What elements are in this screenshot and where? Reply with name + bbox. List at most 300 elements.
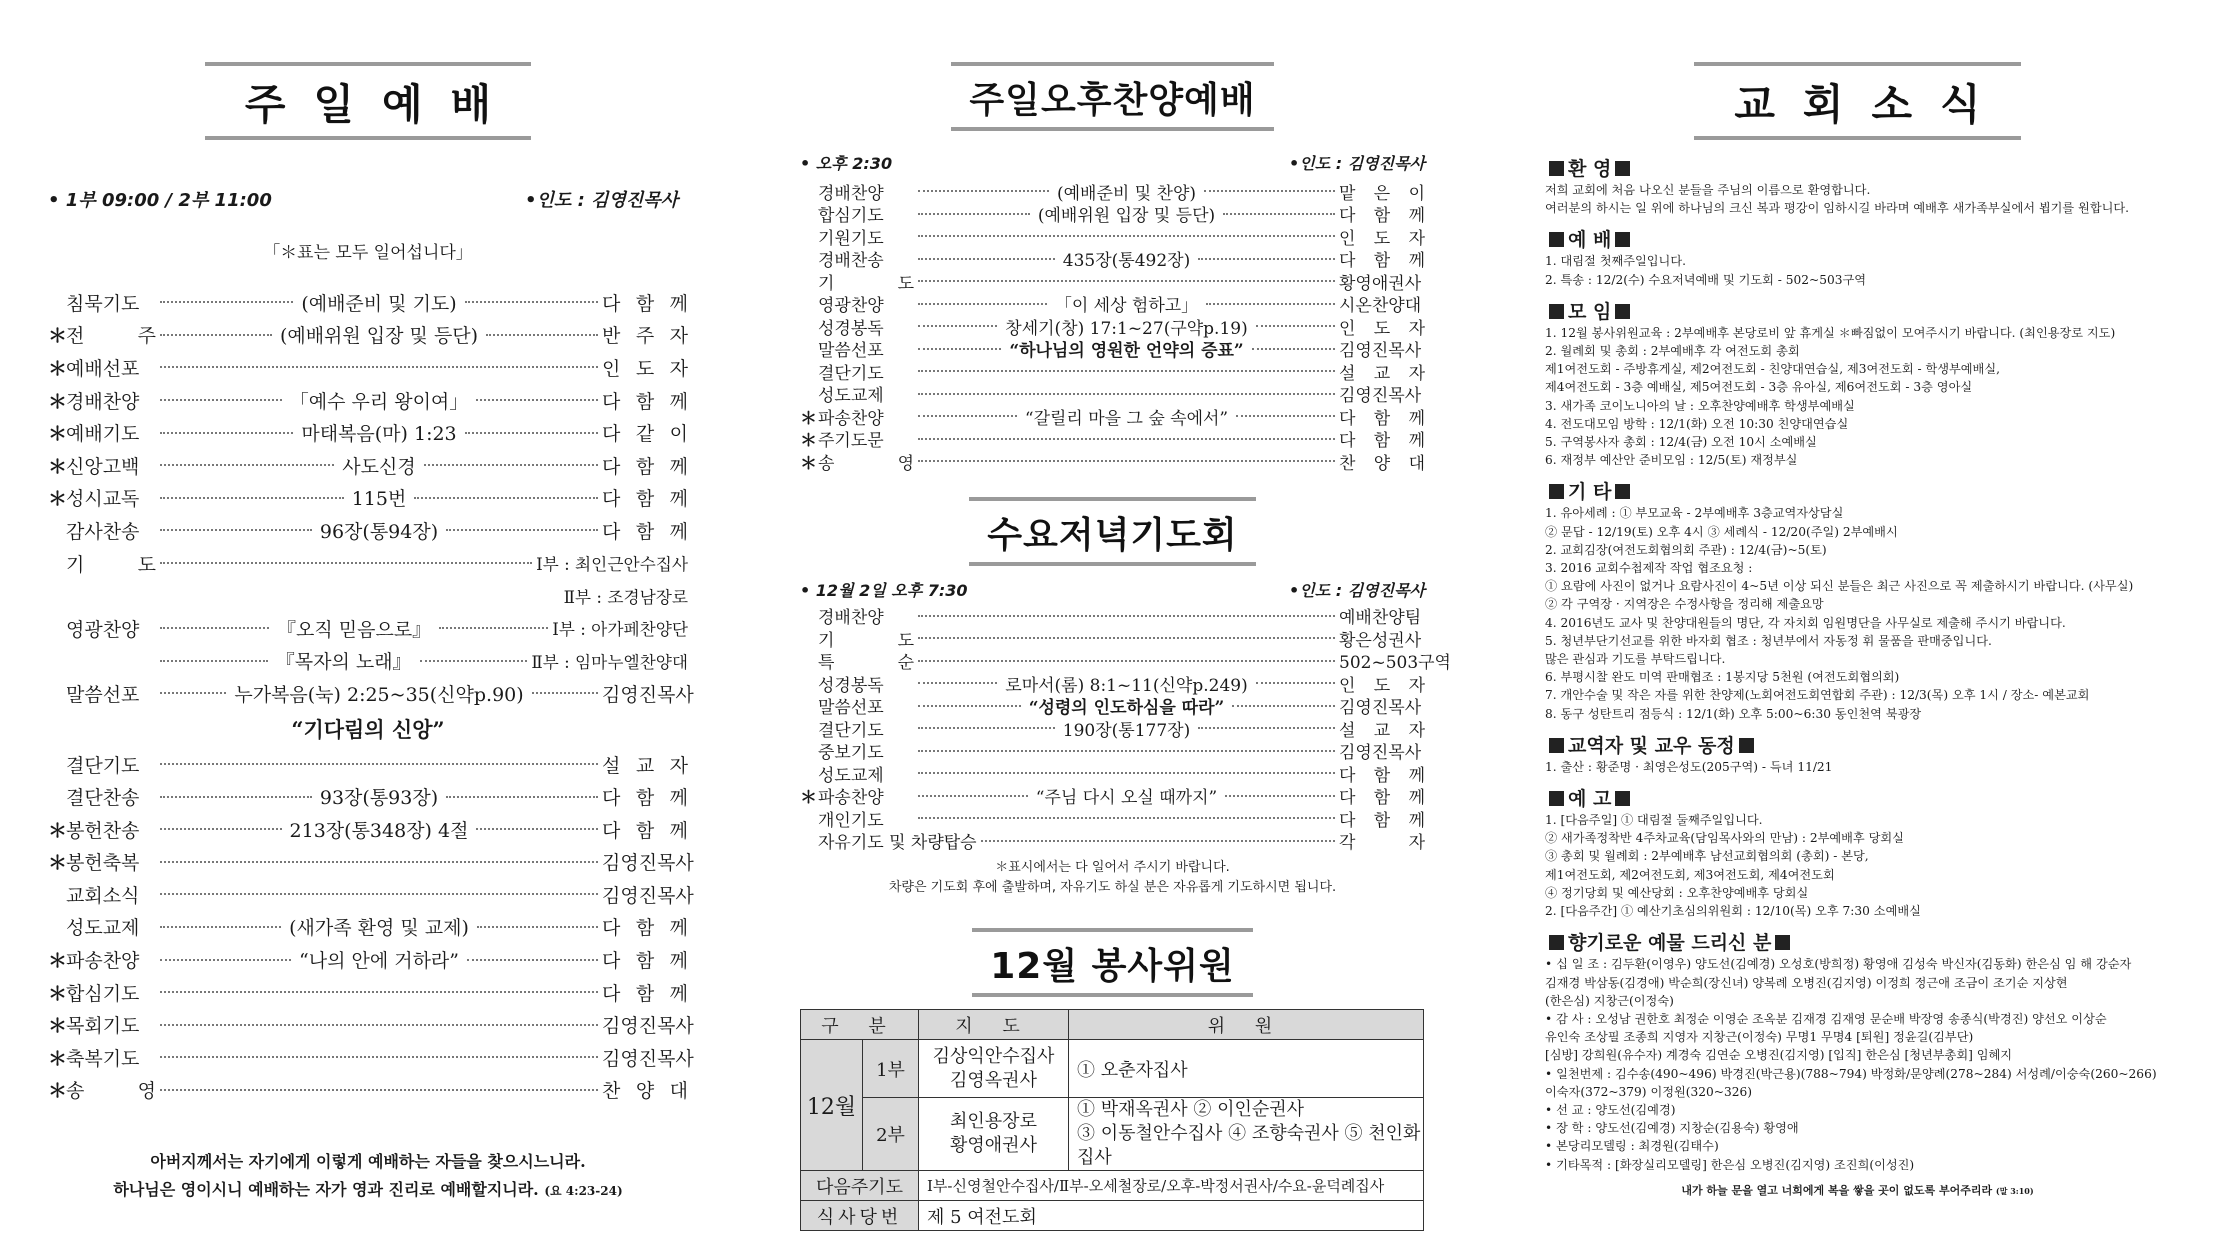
order-row bbox=[800, 360, 1425, 383]
wednesday-leader: •인도 : 김영진목사 bbox=[1289, 580, 1425, 600]
order-person: 다 함 께 bbox=[1339, 765, 1425, 786]
news-line: 7. 개안수술 및 작은 자를 위한 찬양제(노회여전도회연합회 주관) : 12/3(목) 오후 1시 / 장소- 예본교회 bbox=[1545, 688, 2090, 703]
order-row bbox=[48, 846, 694, 879]
verse-line-2: 하나님은 영이시니 예배하는 자가 영과 진리로 예배할지니라. bbox=[113, 1180, 539, 1200]
order-person: 다 함 께 bbox=[602, 390, 688, 413]
part1-cell: 1부 bbox=[863, 1040, 919, 1098]
worship-time: • 1부 09:00 / 2부 11:00 bbox=[48, 190, 272, 211]
order-row bbox=[800, 695, 1425, 718]
order-label: 전 주 bbox=[66, 325, 156, 348]
order-person: 김영진목사 bbox=[1339, 743, 1422, 764]
stand-mark: ＊ bbox=[800, 408, 817, 429]
volunteers-table bbox=[800, 1009, 1424, 1231]
order-label: 봉헌축복 bbox=[66, 852, 140, 875]
order-row bbox=[48, 1074, 688, 1107]
volunteers-title: 12월 봉사위원 bbox=[972, 928, 1253, 997]
order-row bbox=[800, 293, 1425, 316]
order-label: 성도교제 bbox=[818, 765, 884, 786]
order-person: 인 도 자 bbox=[602, 357, 688, 380]
dot-leader bbox=[914, 750, 1339, 752]
order-item: 로마서(롬) 8:1~11(신약p.249) bbox=[1005, 675, 1248, 696]
news-line: 이숙자(372~379) 이정원(320~326) bbox=[1545, 1084, 1753, 1099]
dot-leader bbox=[914, 671, 1339, 696]
order-row bbox=[800, 785, 1425, 808]
news-line: 6. 재정부 예산안 준비모임 : 12/5(토) 재정부실 bbox=[1545, 453, 1798, 468]
order-label: 주기도문 bbox=[818, 431, 884, 452]
afternoon-worship-title: 주일오후찬양예배 bbox=[951, 62, 1273, 131]
order-person: 502~503구역 bbox=[1339, 653, 1451, 674]
order-label: 교회소식 bbox=[66, 884, 140, 907]
order-row bbox=[48, 780, 688, 813]
order-item: 「예수 우리 왕이여」 bbox=[289, 390, 469, 413]
dot-leader bbox=[156, 913, 602, 940]
wednesday-order-list bbox=[800, 605, 1451, 854]
order-row bbox=[800, 428, 1425, 451]
order-label: 결단기도 bbox=[818, 720, 884, 741]
stand-mark: ＊ bbox=[48, 1047, 68, 1070]
news-line: 5. 청년부단기선교를 위한 바자회 협조 : 청년부에서 자동정 휘 물품을 판매중입니다. bbox=[1545, 633, 1992, 648]
order-person: 반 주 자 bbox=[602, 325, 688, 348]
worship-leader: •인도 : 김영진목사 bbox=[525, 190, 678, 211]
dot-leader bbox=[914, 772, 1339, 774]
square-bullet-icon bbox=[1549, 161, 1564, 176]
order-row bbox=[800, 270, 1425, 293]
order-label: 개인기도 bbox=[818, 810, 884, 831]
order-label: 자유기도 및 차량탑승 bbox=[818, 833, 977, 854]
square-bullet-icon bbox=[1549, 791, 1564, 806]
order-person: 김영진목사 bbox=[602, 1047, 694, 1070]
order-item: 190장(통177장) bbox=[1062, 720, 1191, 741]
order-person: 예배찬양팀 bbox=[1339, 608, 1422, 629]
order-label: 송 영 bbox=[818, 453, 914, 474]
order-person: 설 교 자 bbox=[602, 754, 688, 777]
order-person: 다 함 께 bbox=[1339, 206, 1425, 227]
order-label: 성도교제 bbox=[66, 917, 140, 940]
order-row bbox=[800, 605, 1425, 628]
news-line: 김재경 박삼동(김경애) 박순희(장신녀) 양복례 오병진(김지영) 이정희 정근애 조금이 조기순 지상현 bbox=[1545, 975, 2068, 990]
stand-mark: ＊ bbox=[48, 982, 68, 1005]
order-person: 설 교 자 bbox=[1339, 363, 1425, 384]
dot-leader bbox=[914, 783, 1339, 808]
order-label: 봉헌찬송 bbox=[66, 819, 140, 842]
order-row bbox=[48, 612, 688, 645]
dot-leader bbox=[156, 366, 602, 368]
news-line: 8. 동구 성탄트리 점등식 : 12/1(화) 오후 5:00~6:30 동인천역 북광장 bbox=[1545, 706, 1922, 721]
order-list-2 bbox=[48, 748, 694, 1107]
news-line: 2. 특송 : 12/2(수) 수요저녁예배 및 기도회 - 502~503구역 bbox=[1545, 272, 1867, 287]
news-line: 4. 전도대모임 방학 : 12/1(화) 오전 10:30 친양대연습실 bbox=[1545, 416, 1849, 431]
order-row bbox=[48, 911, 688, 944]
news-line: • 기타목적 : [화장실리모델링] 한은심 오병진(김지영) 조진희(이성진) bbox=[1545, 1157, 1915, 1172]
order-item: 사도신경 bbox=[342, 455, 416, 478]
order-row bbox=[48, 416, 688, 449]
square-bullet-icon bbox=[1615, 161, 1630, 176]
order-person: Ⅰ부 : 아가페찬양단 bbox=[552, 619, 688, 640]
dot-leader bbox=[156, 484, 602, 511]
order-row bbox=[800, 315, 1425, 338]
square-bullet-icon bbox=[1739, 738, 1754, 753]
news-section-heading bbox=[1545, 928, 2170, 955]
order-person: 시온찬양대 bbox=[1339, 296, 1422, 317]
square-bullet-icon bbox=[1549, 232, 1564, 247]
order-row bbox=[800, 740, 1425, 763]
dot-leader bbox=[156, 861, 602, 863]
order-row bbox=[800, 762, 1425, 785]
order-person: 인 도 자 bbox=[1339, 675, 1425, 696]
afternoon-leader: •인도 : 김영진목사 bbox=[1289, 154, 1425, 173]
section-title: 향기로운 예물 드리신 분 bbox=[1568, 932, 1772, 955]
order-person: 다 함 께 bbox=[602, 787, 688, 810]
order-label: 송 영 bbox=[66, 1080, 156, 1103]
order-person: 김영진목사 bbox=[1339, 341, 1422, 362]
section-title: 교역자 및 교우 동정 bbox=[1568, 734, 1735, 757]
news-section-heading bbox=[1545, 784, 2170, 811]
order-label: 파송찬양 bbox=[818, 788, 884, 809]
order-person: 다 함 께 bbox=[1339, 810, 1425, 831]
order-label: 경배찬양 bbox=[818, 608, 884, 629]
dot-leader bbox=[914, 291, 1339, 316]
sunday-worship-column bbox=[48, 0, 694, 1205]
order-label: 예배선포 bbox=[66, 357, 140, 380]
order-list bbox=[48, 286, 694, 710]
dot-leader bbox=[914, 201, 1339, 226]
order-label: 결단찬송 bbox=[66, 787, 140, 810]
square-bullet-icon bbox=[1549, 738, 1564, 753]
dot-leader bbox=[977, 840, 1339, 842]
order-person: 찬 양 대 bbox=[602, 1080, 688, 1103]
order-label: 경배찬송 bbox=[818, 251, 884, 272]
order-item: “성령의 인도하심을 따라” bbox=[1028, 698, 1225, 719]
dot-leader bbox=[156, 763, 602, 765]
order-label: 경배찬양 bbox=[818, 183, 884, 204]
order-row bbox=[48, 514, 688, 547]
dot-leader bbox=[156, 1089, 602, 1091]
order-person: 다 함 께 bbox=[602, 819, 688, 842]
dot-leader bbox=[914, 393, 1339, 395]
news-line: [심방] 강희원(유수자) 계경숙 김연순 오병진(김지영) [입직] 한은심 [청년부총회] 임혜지 bbox=[1545, 1048, 2013, 1063]
order-person: 김영진목사 bbox=[602, 683, 694, 706]
order-row bbox=[800, 807, 1425, 830]
order-label: 성도교제 bbox=[818, 386, 884, 407]
dot-leader bbox=[914, 615, 1339, 617]
order-label: 파송찬양 bbox=[66, 950, 140, 973]
order-item: (예배위원 입장 및 등단) bbox=[1037, 206, 1216, 227]
order-label: 기 도 bbox=[66, 553, 156, 576]
stand-mark: ＊ bbox=[48, 1015, 68, 1038]
news-line: 제4여전도회 - 3층 예배실, 제5여전도회 - 3층 유아실, 제6여전도회 - 3층 영아실 bbox=[1545, 380, 1973, 395]
dot-leader bbox=[914, 179, 1339, 204]
news-line: ④ 정기당회 및 예산당회 : 오후찬양예배후 당회실 bbox=[1545, 885, 1809, 900]
dot-leader bbox=[156, 517, 602, 544]
order-row bbox=[48, 384, 688, 417]
footer-verse-text: 내가 하늘 문을 열고 너희에게 복을 쌓을 곳이 없도록 부어주리라 bbox=[1681, 1183, 1993, 1197]
news-footer-verse bbox=[1545, 1182, 2170, 1198]
order-person: 김영진목사 bbox=[602, 884, 694, 907]
dot-leader bbox=[914, 280, 1339, 282]
order-row bbox=[800, 830, 1425, 853]
part2-members: ① 박재옥권사 ② 이인순권사 ③ 이동철안수집사 ④ 조향숙권사 ⑤ 천인화집사 bbox=[1069, 1098, 1424, 1171]
dot-leader bbox=[156, 893, 602, 895]
order-label: 침묵기도 bbox=[66, 292, 140, 315]
news-line: • 감 사 : 오성남 권한호 최정순 이영순 조옥분 김재경 김재영 문순배 박장영 송종식(박경진) 양선오 이상순 bbox=[1545, 1011, 2107, 1026]
order-person: Ⅱ부 : 조경남장로 bbox=[563, 586, 688, 607]
square-bullet-icon bbox=[1549, 304, 1564, 319]
dot-leader bbox=[914, 438, 1339, 440]
square-bullet-icon bbox=[1615, 791, 1630, 806]
order-row bbox=[48, 677, 694, 710]
news-line: 2. 월례회 및 총회 : 2부예배후 각 여전도회 총회 bbox=[1545, 344, 1800, 359]
order-person: Ⅱ부 : 임마누엘찬양대 bbox=[531, 651, 688, 672]
news-line: 제1여전도회 - 주방휴게실, 제2여전도회 - 친양대연습실, 제3여전도회 - 학생부예배실, bbox=[1545, 362, 2000, 377]
order-label: 영광찬양 bbox=[818, 296, 884, 317]
square-bullet-icon bbox=[1615, 304, 1630, 319]
stand-note: 「＊표는 모두 일어섭니다」 bbox=[263, 243, 473, 263]
order-item: 『목자의 노래』 bbox=[275, 651, 412, 674]
order-person: 황영애권사 bbox=[1339, 273, 1422, 294]
order-person: 다 함 께 bbox=[602, 950, 688, 973]
dot-leader bbox=[914, 370, 1339, 372]
order-row bbox=[800, 203, 1425, 226]
order-person: 김영진목사 bbox=[602, 852, 694, 875]
order-label: 합심기도 bbox=[66, 982, 140, 1005]
square-bullet-icon bbox=[1549, 935, 1564, 950]
order-item: “하나님의 영원한 언약의 증표” bbox=[1009, 341, 1244, 362]
order-row bbox=[800, 248, 1425, 271]
order-label: 목회기도 bbox=[66, 1015, 140, 1038]
order-item: “나의 안에 거하라” bbox=[299, 950, 459, 973]
order-label: 결단기도 bbox=[66, 754, 140, 777]
stand-mark: ＊ bbox=[48, 423, 68, 446]
news-line: 6. 부평시찰 완도 미역 판매협조 : 1봉지당 5천원 (여전도회협의회) bbox=[1545, 670, 1900, 685]
news-line: 제1여전도회, 제2여전도회, 제3여전도회, 제4여전도회 bbox=[1545, 867, 1835, 882]
footer-verse bbox=[48, 1148, 688, 1205]
square-bullet-icon bbox=[1549, 484, 1564, 499]
order-item: (예배준비 및 기도) bbox=[301, 292, 457, 315]
dot-leader bbox=[156, 647, 531, 674]
note-line-2: 차량은 기도회 후에 출발하며, 자유기도 하실 분은 자유롭게 기도하시면 됩니다. bbox=[888, 880, 1337, 895]
order-row bbox=[800, 405, 1425, 428]
news-line: 1. 유아세례 : ① 부모교육 - 2부예배후 3층교역자상담실 bbox=[1545, 506, 1844, 521]
news-line: 1. [다음주일] ① 대림절 둘째주일입니다. bbox=[1545, 813, 1763, 828]
footer-verse-ref: (말 3:10) bbox=[1995, 1185, 2034, 1196]
order-person: 인 도 자 bbox=[1339, 228, 1425, 249]
news-line: • 일천번제 : 김수송(490~496) 박경진(박근용)(788~794) 박정화/문양례(278~284) 서성례/이숭숙(260~266) bbox=[1545, 1066, 2157, 1081]
order-label: 기 도 bbox=[818, 273, 914, 294]
order-item: “주님 다시 오실 때까지” bbox=[1035, 788, 1218, 809]
stand-mark: ＊ bbox=[800, 453, 817, 474]
order-person: 김영진목사 bbox=[1339, 386, 1422, 407]
news-line: 1. 출산 : 황준명 · 최영은성도(205구역) - 득녀 11/21 bbox=[1545, 759, 1833, 774]
order-label: 특 순 bbox=[818, 653, 914, 674]
order-row bbox=[48, 449, 688, 482]
order-row bbox=[48, 319, 688, 352]
section-title: 예 배 bbox=[1568, 229, 1612, 252]
dot-leader bbox=[914, 246, 1339, 271]
dot-leader bbox=[156, 680, 602, 707]
order-item: 마태복음(마) 1:23 bbox=[301, 423, 457, 446]
sermon-title: “기다림의 신앙” bbox=[291, 716, 445, 742]
section-title: 기 타 bbox=[1568, 481, 1612, 504]
order-row bbox=[800, 672, 1425, 695]
order-row bbox=[800, 180, 1425, 203]
stand-mark: ＊ bbox=[800, 431, 817, 452]
church-news-column bbox=[1545, 0, 2170, 1198]
order-label: 신앙고백 bbox=[66, 455, 140, 478]
stand-mark: ＊ bbox=[48, 488, 68, 511]
order-label: 성시교독 bbox=[66, 488, 140, 511]
order-row bbox=[800, 650, 1451, 674]
order-label: 결단기도 bbox=[818, 363, 884, 384]
news-line: 3. 2016 교회수첩제작 작업 협조요청 : bbox=[1545, 561, 1753, 576]
news-line: 1. 12월 봉사위원교육 : 2부예배후 본당로비 앞 휴게실 ＊빠짐없이 모여주시기 바랍니다. (최인용장로 지도) bbox=[1545, 325, 2116, 340]
news-line: ③ 총회 및 월례회 : 2부예배후 남선교회협의회 (총회) - 본당, bbox=[1545, 849, 1869, 864]
news-section-heading bbox=[1545, 154, 2170, 181]
order-row bbox=[48, 1041, 694, 1074]
news-line: 저희 교회에 처음 나오신 분들을 주님의 이름으로 환영합니다. bbox=[1545, 183, 1871, 197]
news-sections bbox=[1545, 154, 2170, 1174]
dot-leader bbox=[156, 946, 602, 973]
th-division: 구 분 bbox=[801, 1010, 919, 1040]
next-prayer-label: 다음주기도 bbox=[801, 1171, 919, 1201]
order-item: “갈릴리 마을 그 숲 속에서” bbox=[1024, 408, 1229, 429]
order-label: 말씀선포 bbox=[66, 683, 140, 706]
order-label: 말씀선포 bbox=[818, 698, 884, 719]
order-label: 합심기도 bbox=[818, 206, 884, 227]
meal-duty-value: 제 5 여전도회 bbox=[919, 1201, 1424, 1231]
part2-lead: 최인용장로 황영애권사 bbox=[919, 1098, 1069, 1171]
order-item: 「이 세상 험하고」 bbox=[1054, 296, 1199, 317]
news-line: ② 문답 - 12/19(토) 오후 4시 ③ 세례식 - 12/20(주일) 2부예배시 bbox=[1545, 524, 1898, 539]
order-row bbox=[48, 286, 688, 319]
order-person: 황은성권사 bbox=[1339, 630, 1422, 651]
order-item: 93장(통93장) bbox=[319, 787, 439, 810]
stand-mark: ＊ bbox=[48, 852, 68, 875]
order-person: 김영진목사 bbox=[602, 1015, 694, 1038]
news-line: 많은 관심과 기도를 부탁드립니다. bbox=[1545, 652, 1726, 667]
stand-mark: ＊ bbox=[48, 819, 68, 842]
order-item: 115번 bbox=[351, 488, 407, 511]
news-line: • 선 교 : 양도선(김예경) bbox=[1545, 1102, 1676, 1117]
order-row bbox=[800, 627, 1425, 650]
dot-leader bbox=[156, 419, 602, 446]
order-person: 다 함 께 bbox=[602, 917, 688, 940]
news-line: 1. 대림절 첫째주일입니다. bbox=[1545, 254, 1686, 269]
news-section-heading bbox=[1545, 225, 2170, 252]
news-line: (한은심) 지창근(이정숙) bbox=[1545, 993, 1674, 1008]
order-row bbox=[800, 225, 1425, 248]
order-label: 성경봉독 bbox=[818, 675, 884, 696]
order-row bbox=[48, 878, 694, 911]
th-members: 위 원 bbox=[1069, 1010, 1424, 1040]
dot-leader bbox=[914, 660, 1339, 662]
order-person: 다 함 께 bbox=[1339, 431, 1425, 452]
order-item: 누가복음(눅) 2:25~35(신약p.90) bbox=[234, 683, 524, 706]
wednesday-time: • 12월 2일 오후 7:30 bbox=[800, 580, 968, 600]
square-bullet-icon bbox=[1615, 484, 1630, 499]
order-row bbox=[48, 482, 688, 515]
order-person: 김영진목사 bbox=[1339, 698, 1422, 719]
dot-leader bbox=[914, 693, 1339, 718]
dot-leader bbox=[156, 783, 602, 810]
dot-leader bbox=[914, 460, 1339, 462]
note-line-1: ＊표시에서는 다 일어서 주시기 바랍니다. bbox=[995, 860, 1230, 875]
order-item: 213장(통348장) 4절 bbox=[289, 819, 469, 842]
order-person: 다 함 께 bbox=[602, 520, 688, 543]
news-section-heading bbox=[1545, 477, 2170, 504]
dot-leader bbox=[156, 1056, 602, 1058]
dot-leader bbox=[914, 716, 1339, 741]
dot-leader bbox=[914, 404, 1339, 429]
order-person: 다 함 께 bbox=[602, 488, 688, 511]
news-line: ① 요람에 사진이 없거나 요람사진이 4~5년 이상 되신 분들은 최근 사진으로 꼭 제출하시기 바랍니다. (사무실) bbox=[1545, 579, 2134, 594]
stand-mark: ＊ bbox=[48, 325, 68, 348]
order-person: 다 함 께 bbox=[602, 982, 688, 1005]
news-line: 2. [다음주간] ① 예산기초심의위원회 : 12/10(목) 오후 7:30 소예배실 bbox=[1545, 904, 1921, 919]
square-bullet-icon bbox=[1775, 935, 1790, 950]
wednesday-prayer-title: 수요저녁기도회 bbox=[969, 497, 1255, 566]
news-line: • 십 일 조 : 김두환(이영우) 양도선(김예경) 오성호(방희정) 황영애 김성숙 박신자(김동화) 한은심 임 해 강순자 bbox=[1545, 957, 2132, 972]
order-label: 기 도 bbox=[818, 630, 914, 651]
news-line: ② 새가족정착반 4주차교육(담임목사와의 만남) : 2부예배후 당회실 bbox=[1545, 831, 1904, 846]
order-label: 감사찬송 bbox=[66, 520, 140, 543]
stand-mark: ＊ bbox=[48, 390, 68, 413]
dot-leader bbox=[914, 637, 1339, 639]
order-person: 다 함 께 bbox=[1339, 251, 1425, 272]
dot-leader bbox=[914, 314, 1339, 339]
dot-leader bbox=[156, 991, 602, 993]
order-row bbox=[48, 645, 688, 678]
dot-leader bbox=[914, 336, 1339, 361]
news-line: • 본당리모델링 : 최경원(김태수) bbox=[1545, 1139, 1719, 1154]
order-label: 예배기도 bbox=[66, 423, 140, 446]
order-item: (새가족 환영 및 교제) bbox=[289, 917, 469, 940]
order-row bbox=[48, 976, 688, 1009]
order-item: 435장(통492장) bbox=[1062, 251, 1191, 272]
part1-members: ① 오춘자집사 bbox=[1069, 1040, 1424, 1098]
news-line: 여러분의 하시는 일 위에 하나님의 크신 복과 평강이 임하시길 바라며 예배후 새가족부실에서 뵙기를 원합니다. bbox=[1545, 201, 2130, 216]
stand-mark: ＊ bbox=[48, 950, 68, 973]
order-label: 영광찬양 bbox=[66, 618, 140, 641]
dot-leader bbox=[156, 321, 602, 348]
order-person: 다 함 께 bbox=[1339, 788, 1425, 809]
section-title: 환 영 bbox=[1568, 158, 1612, 180]
dot-leader bbox=[156, 452, 602, 479]
order-label: 축복기도 bbox=[66, 1047, 140, 1070]
verse-line-1: 아버지께서는 자기에게 이렇게 예배하는 자들을 찾으시느니라. bbox=[150, 1152, 586, 1172]
th-lead: 지 도 bbox=[919, 1010, 1069, 1040]
section-title: 모 임 bbox=[1568, 300, 1612, 323]
order-row bbox=[48, 547, 688, 580]
order-person: 다 함 께 bbox=[602, 455, 688, 478]
order-label: 기원기도 bbox=[818, 228, 884, 249]
stand-mark: ＊ bbox=[48, 1080, 68, 1103]
afternoon-worship-column bbox=[800, 0, 1451, 1231]
news-line: 4. 2016년도 교사 및 찬양대원들의 명단, 각 자치회 임원명단을 사무실로 제출해 주시기 바랍니다. bbox=[1545, 615, 2066, 630]
dot-leader bbox=[914, 235, 1339, 237]
order-label: 파송찬양 bbox=[818, 408, 884, 429]
next-prayer-value: Ⅰ부-신영철안수집사/Ⅱ부-오세철장로/오후-박정서권사/수요-윤덕례집사 bbox=[919, 1171, 1424, 1201]
part1-lead: 김상익안수집사 김영옥권사 bbox=[919, 1040, 1069, 1098]
dot-leader bbox=[156, 562, 536, 564]
order-row bbox=[48, 351, 688, 384]
news-line: 5. 구역봉사자 총회 : 12/4(금) 오전 10시 소예배실 bbox=[1545, 435, 1817, 450]
sunday-worship-title: 주일예배 bbox=[205, 62, 531, 140]
afternoon-time: • 오후 2:30 bbox=[800, 154, 893, 173]
order-row bbox=[48, 1008, 694, 1041]
news-line: 유인숙 조상필 조종희 지영자 지창근(이정숙) 무명1 무명4 [퇴원] 정윤길(김부단) bbox=[1545, 1030, 1974, 1045]
order-person: 찬 양 대 bbox=[1339, 453, 1425, 474]
order-item: 창세기(창) 17:1~27(구약p.19) bbox=[1005, 318, 1248, 339]
